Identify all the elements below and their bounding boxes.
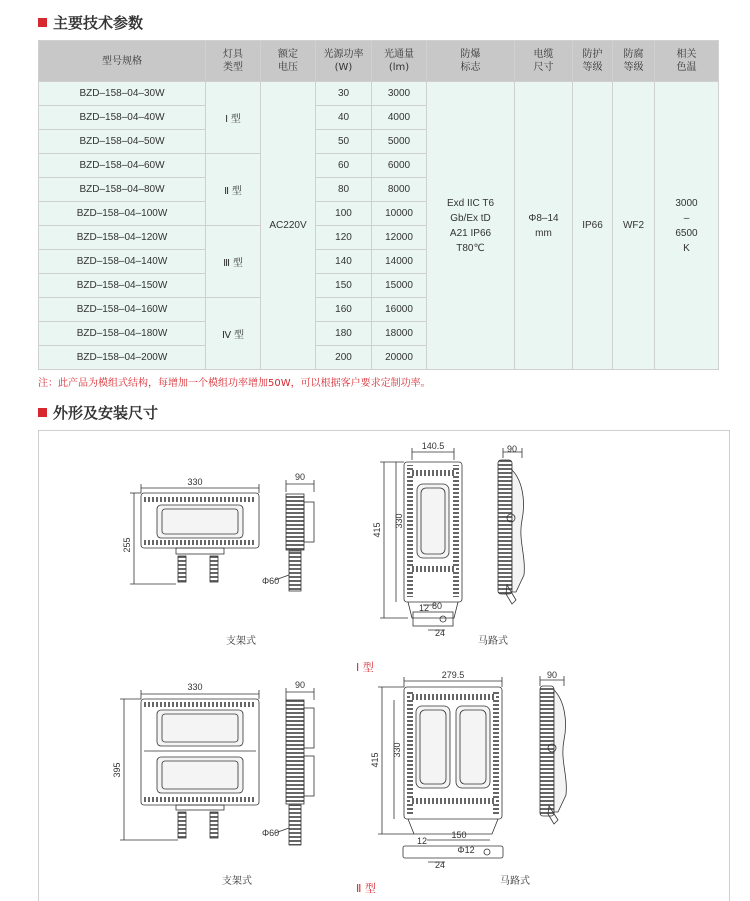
dim-label: 140.5	[421, 441, 445, 451]
power-cell: 80	[316, 178, 372, 202]
type1-label: Ⅰ 型	[356, 661, 374, 674]
power-cell: 140	[316, 250, 372, 274]
dim-label: 90	[294, 680, 306, 690]
model-cell: BZD–158–04–30W	[39, 82, 206, 106]
flux-cell: 15000	[372, 274, 427, 298]
ip-cell: IP66	[573, 82, 613, 370]
header-voltage: 额定 电压	[261, 41, 316, 82]
dim-label: 330	[187, 682, 203, 692]
cct-cell: 3000 – 6500 K	[655, 82, 719, 370]
dim-label: 255	[122, 537, 132, 553]
type2-bracket-front-drawing	[120, 690, 259, 840]
flux-cell: 14000	[372, 250, 427, 274]
dim-label: Φ60	[262, 576, 280, 586]
dim-label: 330	[394, 513, 404, 529]
header-flux: 光通量 (lm)	[372, 41, 427, 82]
dim-label: Φ12	[457, 845, 475, 855]
lamp-type-cell: Ⅱ 型	[206, 154, 261, 226]
type1-bracket-front-drawing	[130, 484, 259, 584]
type1-bracket-side-drawing	[275, 480, 314, 591]
power-cell: 30	[316, 82, 372, 106]
section-title: 外形及安装尺寸	[53, 404, 159, 422]
type2-road-front-drawing	[378, 677, 503, 862]
caption-road: 马路式	[478, 636, 508, 647]
dim-label: 12	[418, 603, 430, 613]
dim-label: 12	[416, 836, 428, 846]
model-cell: BZD–158–04–80W	[39, 178, 206, 202]
flux-cell: 6000	[372, 154, 427, 178]
dim-label: 24	[434, 628, 446, 638]
power-cell: 50	[316, 130, 372, 154]
power-cell: 60	[316, 154, 372, 178]
dim-label: 24	[434, 860, 446, 870]
flux-cell: 8000	[372, 178, 427, 202]
lamp-type-cell: Ⅳ 型	[206, 298, 261, 370]
flux-cell: 20000	[372, 346, 427, 370]
dim-label: 90	[506, 444, 518, 454]
power-cell: 200	[316, 346, 372, 370]
voltage-cell: AC220V	[261, 82, 316, 370]
header-model: 型号规格	[39, 41, 206, 82]
model-cell: BZD–158–04–100W	[39, 202, 206, 226]
flux-cell: 12000	[372, 226, 427, 250]
header-power: 光源功率 (W)	[316, 41, 372, 82]
dim-label: 395	[112, 762, 122, 778]
lamp-type-cell: Ⅲ 型	[206, 226, 261, 298]
lamp-type-cell: Ⅰ 型	[206, 82, 261, 154]
header-explosion: 防爆 标志	[427, 41, 515, 82]
dim-label: 90	[546, 670, 558, 680]
caption-bracket: 支架式	[222, 876, 252, 887]
flux-cell: 18000	[372, 322, 427, 346]
model-cell: BZD–158–04–40W	[39, 106, 206, 130]
model-cell: BZD–158–04–60W	[39, 154, 206, 178]
model-cell: BZD–158–04–200W	[39, 346, 206, 370]
explosion-mark-cell: Exd IIC T6 Gb/Ex tD A21 IP66 T80℃	[427, 82, 515, 370]
flux-cell: 10000	[372, 202, 427, 226]
model-cell: BZD–158–04–140W	[39, 250, 206, 274]
model-cell: BZD–158–04–120W	[39, 226, 206, 250]
type2-label: Ⅱ 型	[356, 882, 376, 895]
model-cell: BZD–158–04–150W	[39, 274, 206, 298]
caption-road: 马路式	[500, 876, 530, 887]
dim-label: 415	[370, 752, 380, 768]
type1-road-side-drawing	[498, 448, 524, 604]
header-cct: 相关 色温	[655, 41, 719, 82]
dim-label: 415	[372, 522, 382, 538]
dim-label: 330	[187, 477, 203, 487]
footnote: 注：此产品为模组式结构，每增加一个模组功率增加50W，可以根据客户要求定制功率。	[38, 378, 431, 389]
header-lamp-type: 灯具 类型	[206, 41, 261, 82]
dim-label: 150	[451, 830, 467, 840]
power-cell: 100	[316, 202, 372, 226]
cable-cell: Φ8–14 mm	[515, 82, 573, 370]
power-cell: 40	[316, 106, 372, 130]
flux-cell: 4000	[372, 106, 427, 130]
power-cell: 120	[316, 226, 372, 250]
flux-cell: 5000	[372, 130, 427, 154]
type2-road-side-drawing	[540, 676, 566, 824]
dim-label: 80	[431, 601, 443, 611]
flux-cell: 3000	[372, 82, 427, 106]
model-cell: BZD–158–04–160W	[39, 298, 206, 322]
model-cell: BZD–158–04–50W	[39, 130, 206, 154]
dim-label: 279.5	[441, 670, 465, 680]
dim-label: Φ60	[262, 828, 280, 838]
type2-bracket-side-drawing	[275, 688, 314, 845]
model-cell: BZD–158–04–180W	[39, 322, 206, 346]
power-cell: 150	[316, 274, 372, 298]
dim-label: 330	[392, 742, 402, 758]
header-corrosion: 防腐 等级	[613, 41, 655, 82]
flux-cell: 16000	[372, 298, 427, 322]
header-cable: 电缆 尺寸	[515, 41, 573, 82]
corrosion-cell: WF2	[613, 82, 655, 370]
dim-label: 90	[294, 472, 306, 482]
power-cell: 160	[316, 298, 372, 322]
section-title: 主要技术参数	[53, 14, 144, 32]
caption-bracket: 支架式	[226, 636, 256, 647]
power-cell: 180	[316, 322, 372, 346]
header-ip: 防护 等级	[573, 41, 613, 82]
